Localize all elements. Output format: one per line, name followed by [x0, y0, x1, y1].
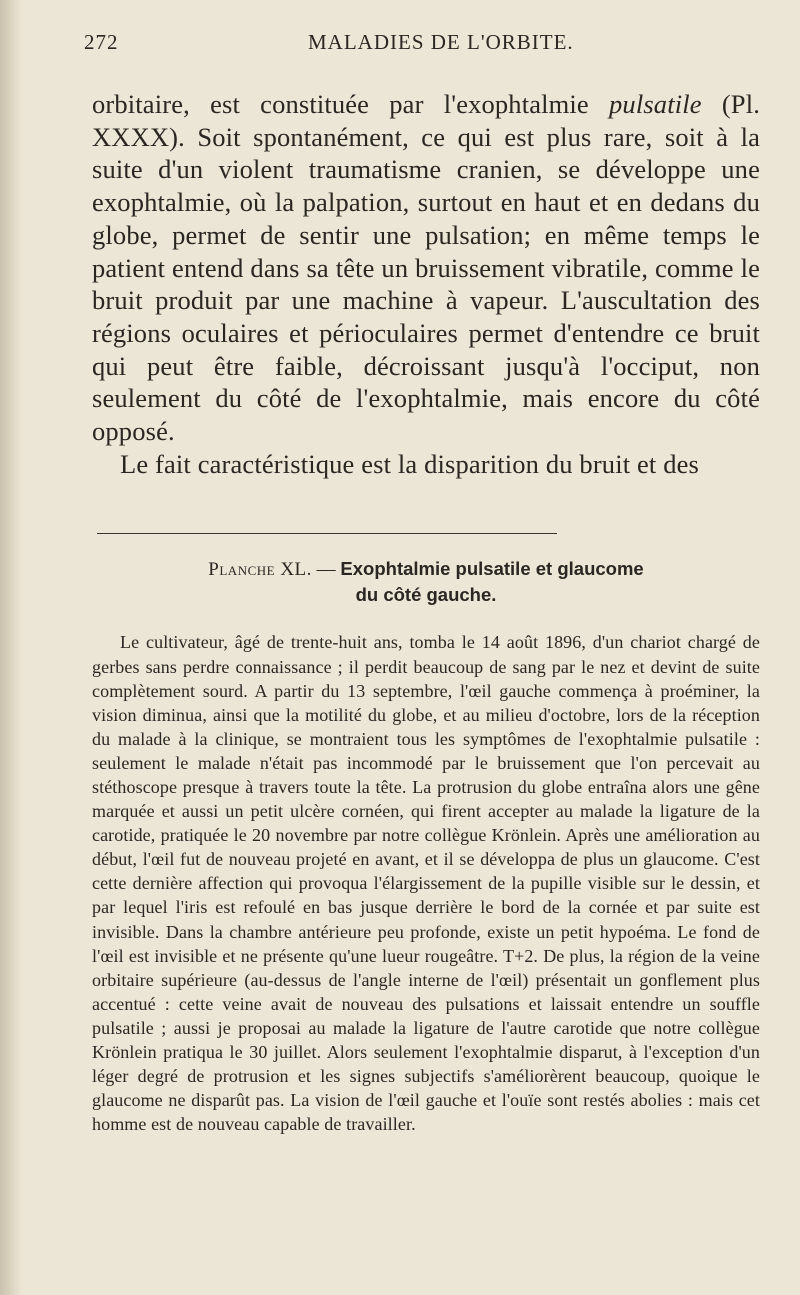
paragraph-characteristic: Le fait caractéristique est la disparition du bruit et des — [120, 448, 699, 479]
page-number: 272 — [84, 30, 119, 54]
plate-label: Planche XL. — [208, 559, 312, 581]
plate-title: Exophtalmie pulsatile et glaucome — [340, 558, 644, 580]
main-text — [92, 88, 760, 480]
running-header — [84, 30, 760, 62]
section-divider — [97, 533, 557, 534]
plate-case-description — [92, 630, 760, 1136]
plate-title-line2: du côté gauche. — [355, 584, 497, 606]
book-spine-shadow — [0, 0, 22, 1295]
case-paragraph: Le cultivateur, âgé de trente-huit ans, tomba le 14 août 1896, d'un chariot chargé de gerbes sans perdre connaissance ; il perdit beaucoup de sang par le nez et devint de suite complètement sourd. A partir du 13 septembre, l'œil gauche commença à proéminer, la vision diminua, ainsi que la motilité du globe, et au milieu d'octobre, lors de la réception du malade à la clinique, se montraient tous les symptômes de l'exophtalmie pulsatile : seulement le malade n'était pas incommodé par le bruissement que l'on percevait au stéthoscope presque à travers toute la tête. La protrusion du globe entraîna alors une gêne marquée et aussi un petit ulcère cornéen, qui firent accepter au malade la ligature de la carotide, pratiquée le 20 novembre par notre collègue Krönlein. Après une amélioration au début, l'œil fut de nouveau projeté en avant, et il se développa de plus un glaucome. C'est cette dernière affection qui provoqua l'élargissement de la pupille visible sur le dessin, et par lequel l'iris est refoulé en bas jusque derrière le bord de la cornée et par suite est invisible. Dans la chambre antérieure peu profonde, existe un petit hypoéma. Le fond de l'œil est invisible et ne présente qu'une lueur rougeâtre. T+2. De plus, la région de la veine orbitaire supérieure (au-dessus de l'angle interne de l'œil) présentait un gonflement plus accentué : cette veine avait de nouveau des pulsations et laissait entendre un souffle pulsatile ; aussi je proposai au malade la ligature de l'autre carotide que notre collègue Krönlein pratiqua le 30 juillet. Alors seulement l'exophtalmie disparut, à l'exception d'un léger degré de protrusion et les signes subjectifs s'améliorèrent beaucoup, quoique le glaucome ne disparût pas. La vision de l'œil gauche et l'ouïe sont restés abolies : mais cet homme est de nouveau capable de travailler. — [92, 632, 760, 1135]
emphasis-pulsatile: pulsatile — [609, 89, 702, 119]
plate-heading: Planche XL. — Exophtalmie pulsatile et glaucome du côté gauche. — [92, 556, 760, 607]
paragraph-continuation: orbitaire, est constituée par l'exophtalmie pulsatile (Pl. XXXX). Soit spontanément, ce qui est plus rare, soit à la suite d'un violent traumatisme cranien, se développe une exophtalmie, où la palpation, surtout en haut et en dedans du globe, permet de sentir une pulsation; en même temps le patient entend dans sa tête un bruissement vibratile, comme le bruit produit par une machine à vapeur. L'auscultation des régions oculaires et périoculaires permet d'entendre ce bruit qui peut être faible, décroissant jusqu'à l'occiput, non seulement du côté de l'exophtalmie, mais encore du côté opposé. — [92, 89, 760, 447]
running-title: MALADIES DE L'ORBITE. — [308, 30, 574, 54]
book-page — [84, 30, 760, 1136]
